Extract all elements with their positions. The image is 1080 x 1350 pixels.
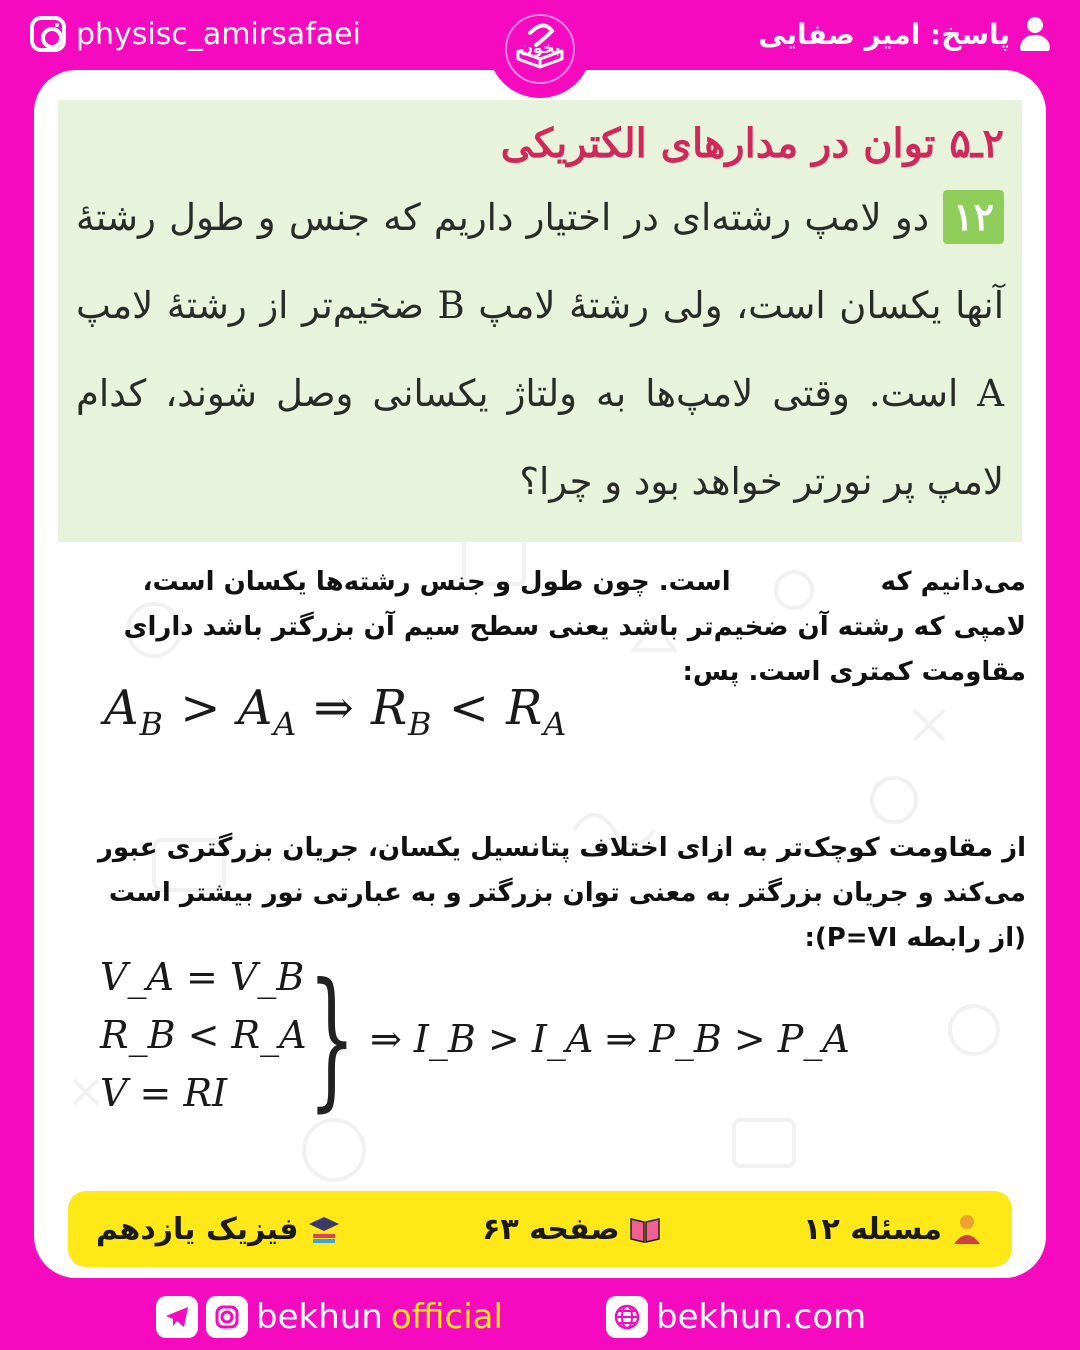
formula-symbol-area-a: A: [237, 680, 274, 736]
logo-text: بخون: [519, 38, 561, 57]
student-icon: [950, 1212, 984, 1246]
logo-book-icon: [500, 9, 580, 89]
page-label: صفحه ۶۳: [482, 1211, 620, 1247]
instagram-handle-text: physisc_amirsafaei: [76, 16, 361, 52]
equation-line-2: R_B < R_A: [100, 1013, 307, 1057]
footer-bar: [0, 1284, 1080, 1350]
user-icon: [1020, 17, 1050, 51]
telegram-icon: [156, 1296, 198, 1338]
formula-symbol-area-b: A: [104, 680, 140, 736]
social-brand-link[interactable]: [156, 1294, 503, 1340]
book-label: فیزیک یازدهم: [96, 1211, 299, 1247]
formula-lt: <: [448, 680, 490, 736]
website-link[interactable]: [606, 1294, 866, 1340]
section-title: ۲ـ۵ توان در مدارهای الکتریکی: [500, 120, 1004, 167]
power-derivation-formula: [100, 948, 900, 1138]
book-info: [96, 1212, 341, 1247]
content-card: [34, 70, 1046, 1278]
question-text-block: [76, 174, 1004, 526]
formula-subscript-rb: B: [408, 707, 433, 744]
brand-main-text: bekhun: [256, 1297, 383, 1337]
info-bar: [68, 1191, 1012, 1267]
instagram-icon: [30, 16, 66, 52]
formula-symbol-r-a: R: [506, 680, 544, 736]
website-text: bekhun.com: [656, 1297, 867, 1337]
bekhun-logo: [488, 0, 592, 98]
solution-para1-part2: است. چون طول و جنس رشته‌ها یکسان است، لامپی که رشته آن ضخیم‌تر باشد یعنی سطح سیم آن بزرگتر باشد دارای مقاومت کمتری است. پس:: [123, 567, 1026, 687]
equation-line-3: V = RI: [100, 1071, 228, 1115]
question-number-badge: ۱۲: [943, 190, 1004, 244]
equation-line-1: V_A = V_B: [100, 955, 305, 999]
right-brace: }: [308, 952, 356, 1126]
answer-author-text: پاسخ: امیر صفایی: [758, 17, 1010, 51]
formula-gt: >: [180, 680, 222, 736]
formula-symbol-r-b: R: [371, 680, 409, 736]
solution-paragraph-1: [96, 560, 1026, 695]
textbook-question-box: [58, 100, 1022, 542]
solution-paragraph-2: از مقاومت کوچک‌تر به ازای اختلاف پتانسیل یکسان، جریان بزرگتری عبور می‌کند و جریان بزرگتر به معنی توان بزرگتر و به عبارتی نور بیشتر است (از رابطه P=VI):: [97, 833, 1026, 953]
brand-accent-text: official: [390, 1297, 503, 1337]
question-text: دو لامپ رشته‌ای در اختیار داریم که جنس و طول رشتهٔ آنها یکسان است، ولی رشتهٔ لامپ B ضخیم‌تر از رشتهٔ لامپ A است. وقتی لامپ‌ها به ولتاژ یکسانی وصل شوند، کدام لامپ پر نورتر خواهد بود و چرا؟: [76, 196, 1004, 503]
globe-icon: [606, 1296, 648, 1338]
formula-subscript-b: B: [139, 707, 164, 744]
solution-para1-part1: می‌دانیم که: [880, 567, 1026, 597]
equation-result: ⇒ I_B > I_A ⇒ P_B > P_A: [370, 1017, 850, 1061]
problem-label: مسئله ۱۲: [803, 1211, 942, 1247]
instagram-footer-icon: [206, 1296, 248, 1338]
formula-implies: ⇒: [313, 680, 355, 736]
open-book-icon: [628, 1212, 662, 1246]
answer-author: [758, 12, 1050, 56]
graduation-cap-icon: [307, 1212, 341, 1246]
area-resistance-formula: [104, 680, 567, 743]
instagram-handle-link[interactable]: [30, 12, 361, 56]
formula-subscript-ra: A: [543, 707, 568, 744]
page-info: [482, 1212, 661, 1247]
problem-info: [803, 1212, 984, 1247]
formula-subscript-a: A: [273, 707, 298, 744]
